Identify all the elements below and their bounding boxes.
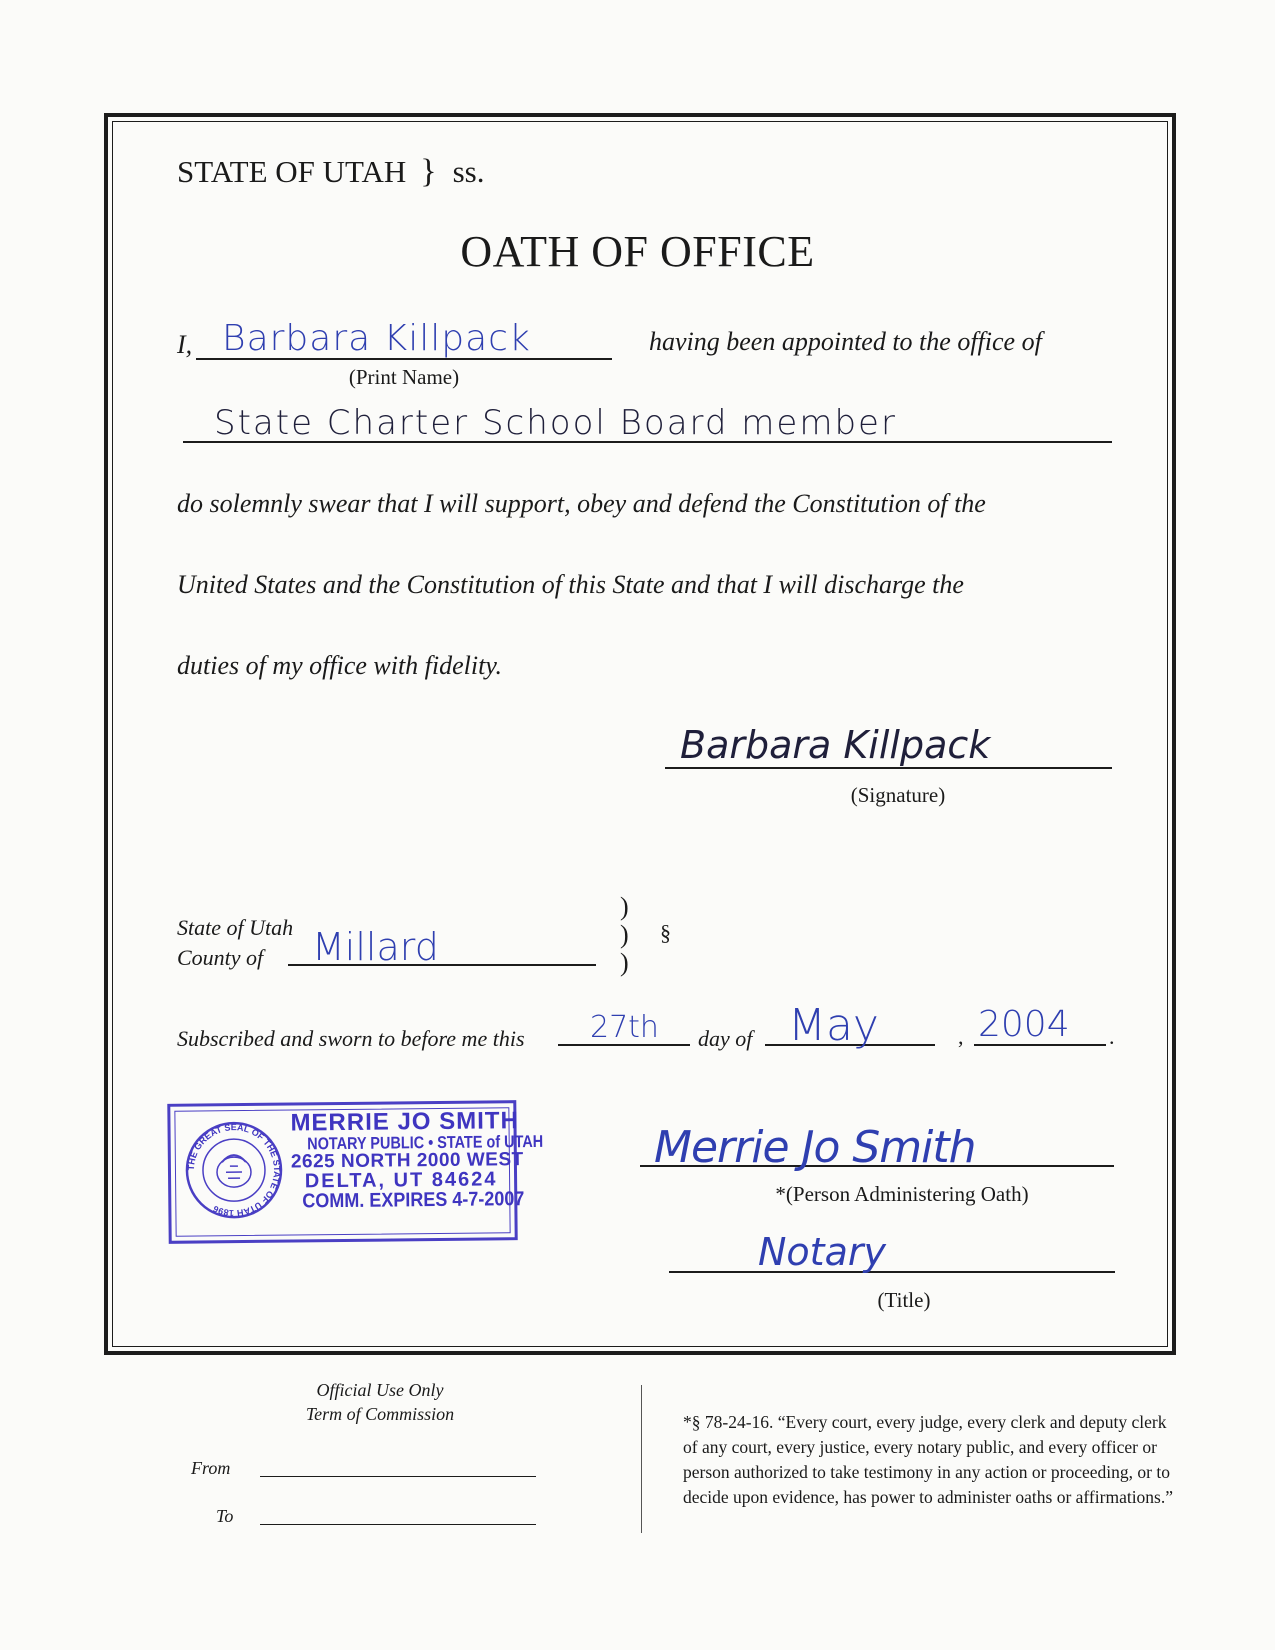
- month-handwritten: May: [788, 1000, 879, 1051]
- county-handwritten: Millard: [312, 925, 439, 969]
- section-symbol: §: [660, 920, 671, 945]
- office-handwritten: State Charter School Board member: [214, 403, 897, 443]
- from-label: From: [191, 1458, 231, 1478]
- print-name-caption: (Print Name): [348, 365, 460, 389]
- period: .: [1109, 1024, 1115, 1049]
- stamp-address: 2625 NORTH 2000 WEST: [290, 1149, 524, 1173]
- state-header: [177, 153, 484, 191]
- oath-line-2: United States and the Constitution of this State and that I will discharge the: [177, 570, 964, 599]
- signature-line: [665, 767, 1112, 769]
- signature-handwritten: Barbara Killpack: [680, 723, 991, 767]
- from-line: [260, 1476, 536, 1477]
- state-seal-icon: [183, 1120, 284, 1221]
- venue-state: State of Utah: [177, 915, 294, 940]
- oath-line-1: do solemnly swear that I will support, obey and defend the Constitution of the: [177, 489, 986, 518]
- stamp-notary-name: MERRIE JO SMITH: [290, 1107, 519, 1137]
- title-caption: (Title): [877, 1288, 931, 1312]
- to-line: [260, 1524, 536, 1525]
- year-handwritten: 2004: [978, 1004, 1070, 1045]
- state-header-ss: ss.: [452, 154, 485, 189]
- title-line: [669, 1271, 1115, 1273]
- section-divider: [641, 1385, 642, 1533]
- seal-text: THE GREAT SEAL OF THE STATE OF UTAH 1896: [185, 1122, 283, 1219]
- official-use-line-1: Official Use Only: [316, 1380, 444, 1400]
- stamp-notary-public: NOTARY PUBLIC • STATE of UTAH: [307, 1131, 544, 1154]
- administrator-caption: *(Person Administering Oath): [775, 1182, 1029, 1206]
- appointment-suffix: having been appointed to the office of: [649, 327, 1042, 356]
- printed-name-handwritten: Barbara Killpack: [222, 318, 531, 359]
- venue-paren-1: ): [620, 892, 629, 921]
- administrator-signature-handwritten: Merrie Jo Smith: [654, 1122, 976, 1173]
- document-title: OATH OF OFFICE: [460, 227, 815, 276]
- venue-paren-2: ): [620, 920, 629, 949]
- sworn-prefix: Subscribed and sworn to before me this: [177, 1026, 525, 1051]
- official-use-heading: [270, 1378, 490, 1426]
- to-label: To: [216, 1506, 234, 1526]
- venue-paren-3: ): [620, 948, 629, 977]
- day-of-label: day of: [698, 1026, 753, 1051]
- oath-line-3: duties of my office with fidelity.: [177, 651, 502, 680]
- notary-stamp: [167, 1100, 544, 1244]
- comma: ,: [958, 1024, 964, 1049]
- state-header-brace: }: [420, 153, 437, 190]
- i-prefix: I,: [177, 330, 193, 359]
- title-handwritten: Notary: [758, 1230, 886, 1274]
- venue-county-label: County of: [177, 945, 264, 970]
- state-header-label: STATE OF UTAH: [177, 154, 407, 189]
- official-use-line-2: Term of Commission: [305, 1404, 455, 1424]
- stamp-expires: COMM. EXPIRES 4-7-2007: [302, 1188, 525, 1213]
- statute-text: *§ 78-24-16. “Every court, every judge, every clerk and deputy clerk of any court, every justice, every notary public, and every officer or person authorized to take testimony in any action or proceeding, or to decide upon evidence, has power to administer oaths or affirmations.”: [683, 1412, 1174, 1507]
- stamp-text-block: [290, 1107, 544, 1213]
- stamp-city: DELTA, UT 84624: [304, 1168, 498, 1193]
- signature-caption: (Signature): [850, 783, 946, 807]
- day-handwritten: 27th: [590, 1010, 659, 1045]
- venue-parens: [620, 893, 629, 977]
